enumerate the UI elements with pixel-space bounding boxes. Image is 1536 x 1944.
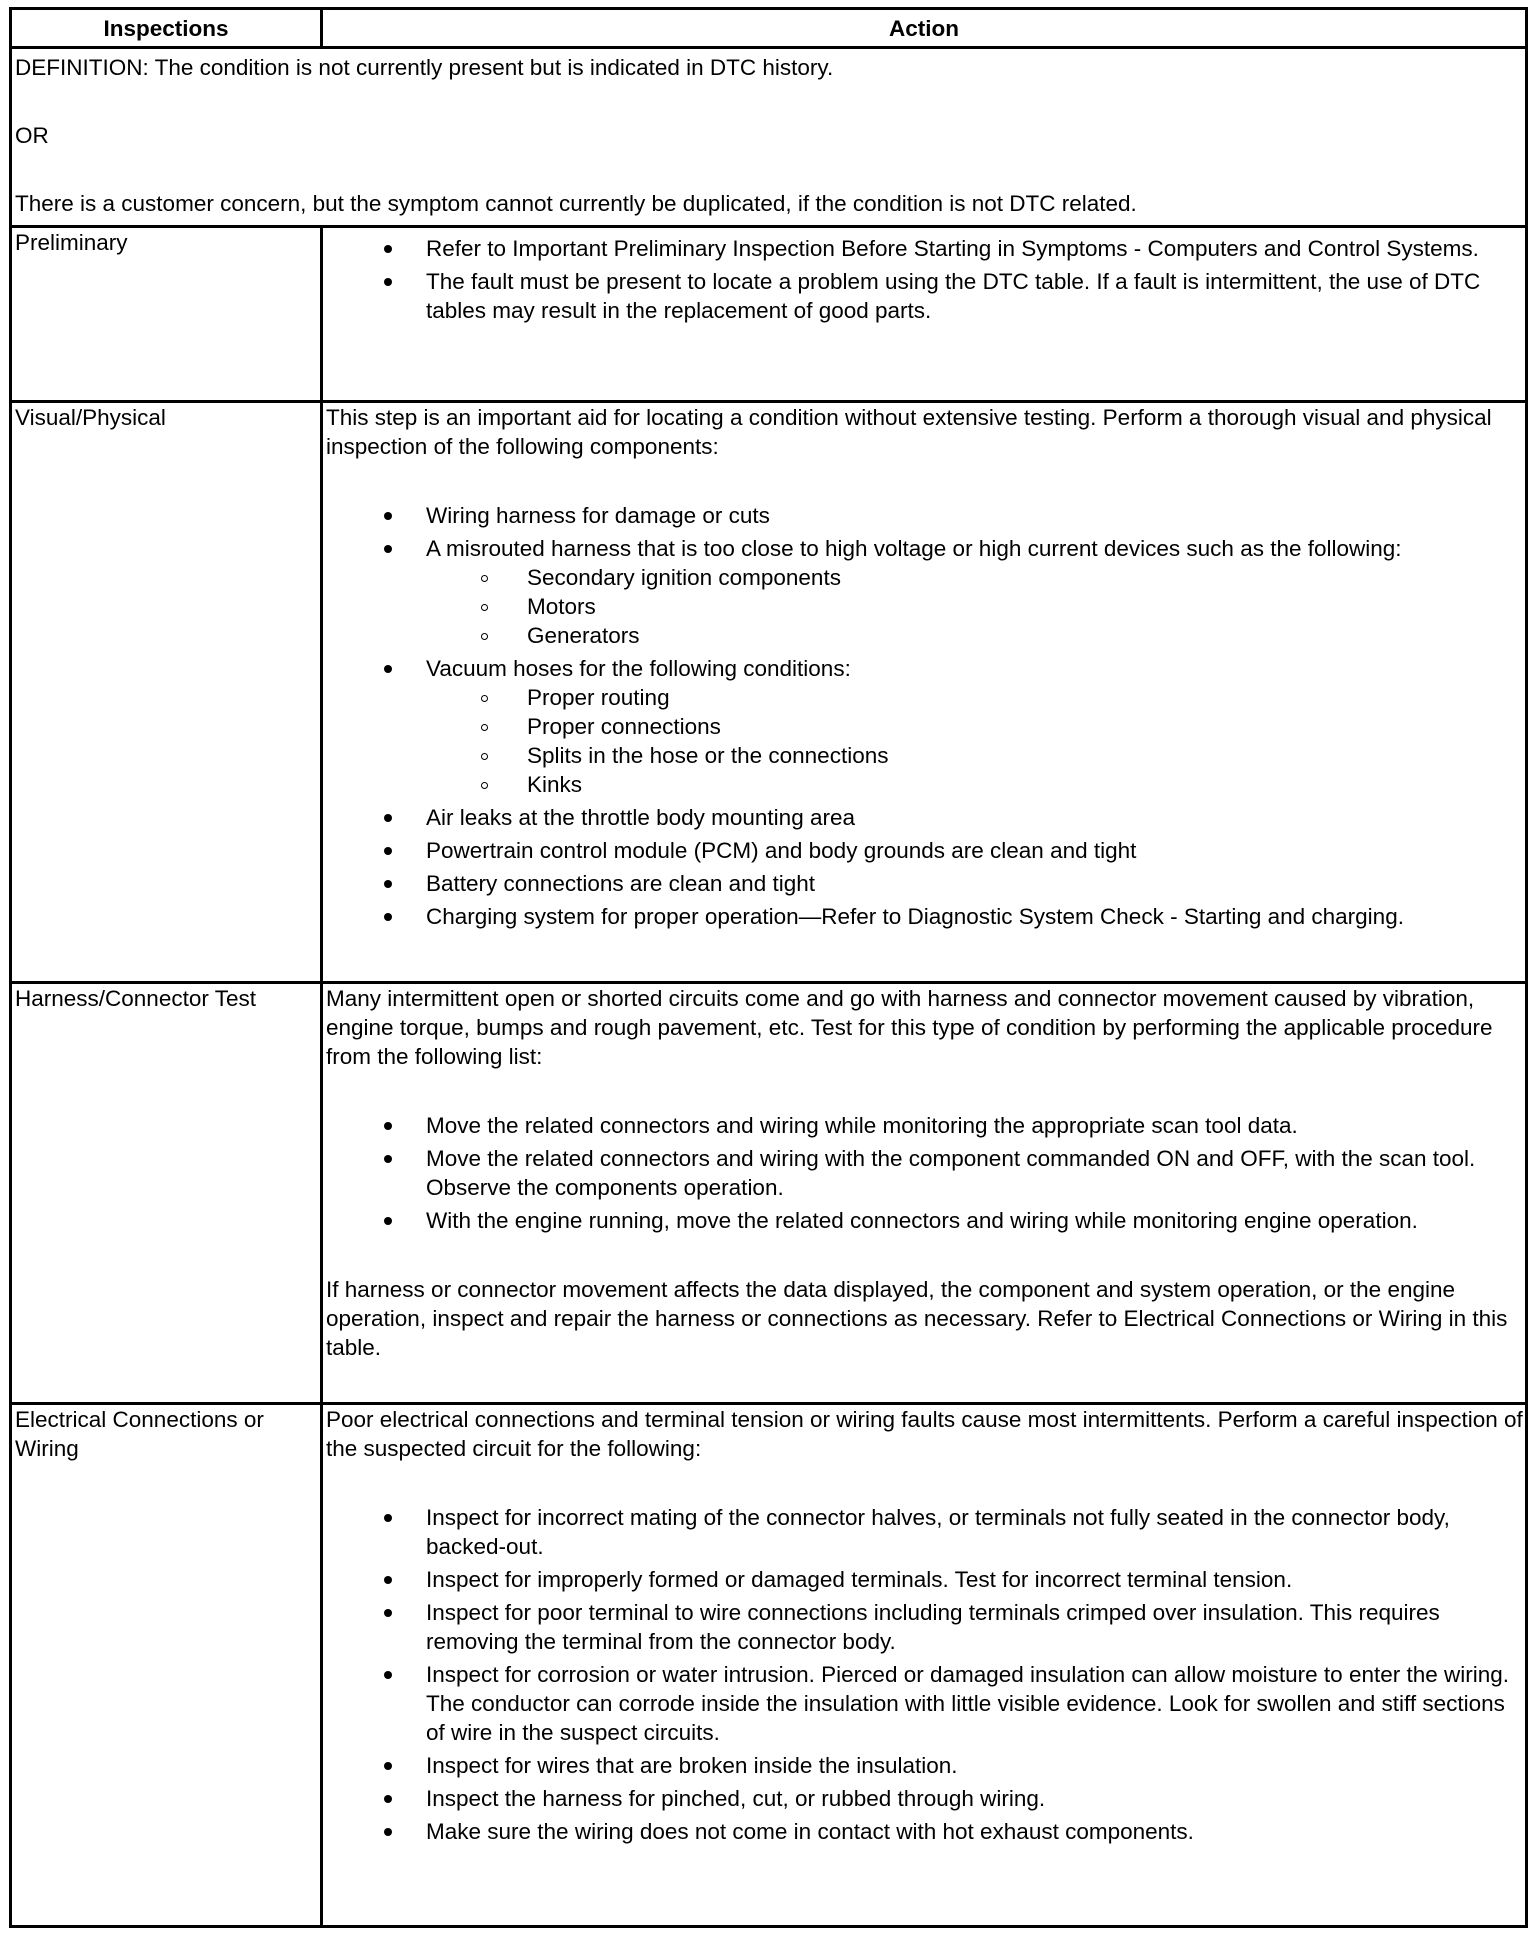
row-visual-physical bbox=[11, 402, 1527, 983]
label-visual-physical: Visual/Physical bbox=[11, 402, 322, 983]
list-item: Inspect for incorrect mating of the connector halves, or terminals not fully seated in the connector body, backed-out. bbox=[426, 1503, 1523, 1561]
list-item: Air leaks at the throttle body mounting area bbox=[426, 803, 1523, 832]
list-item-text: Vacuum hoses for the following conditions: bbox=[426, 656, 851, 681]
header-action: Action bbox=[322, 9, 1527, 48]
harness-list bbox=[326, 1111, 1523, 1235]
list-item: Inspect for poor terminal to wire connections including terminals crimped over insulation. This requires removing the terminal from the connector body. bbox=[426, 1598, 1523, 1656]
action-visual-physical bbox=[322, 402, 1527, 983]
preliminary-list bbox=[326, 234, 1523, 325]
list-item: Move the related connectors and wiring while monitoring the appropriate scan tool data. bbox=[426, 1111, 1523, 1140]
visual-intro: This step is an important aid for locating a condition without extensive testing. Perform a thorough visual and physical inspection of the following components: bbox=[326, 405, 1492, 459]
sub-list-item: Generators bbox=[527, 621, 1523, 650]
list-item bbox=[426, 534, 1523, 650]
label-electrical-connections: Electrical Connections or Wiring bbox=[11, 1404, 322, 1927]
definition-or: OR bbox=[15, 123, 49, 148]
sub-list-item: Proper connections bbox=[527, 712, 1523, 741]
label-preliminary: Preliminary bbox=[11, 227, 322, 402]
list-item: Inspect the harness for pinched, cut, or rubbed through wiring. bbox=[426, 1784, 1523, 1813]
action-harness-connector bbox=[322, 983, 1527, 1404]
list-item: Inspect for corrosion or water intrusion. Pierced or damaged insulation can allow moisture to enter the wiring. The conductor can corrode inside the insulation with little visible evidence. Look for swollen and stiff sections of wire in the suspect circuits. bbox=[426, 1660, 1523, 1747]
list-item: The fault must be present to locate a problem using the DTC table. If a fault is intermittent, the use of DTC tables may result in the replacement of good parts. bbox=[426, 267, 1523, 325]
sub-list-item: Motors bbox=[527, 592, 1523, 621]
electrical-intro: Poor electrical connections and terminal tension or wiring faults cause most intermittents. Perform a careful inspection of the suspected circuit for the following: bbox=[326, 1407, 1523, 1461]
list-item: Inspect for wires that are broken inside the insulation. bbox=[426, 1751, 1523, 1780]
action-electrical-connections bbox=[322, 1404, 1527, 1927]
sub-list bbox=[426, 683, 1523, 799]
visual-list bbox=[326, 501, 1523, 931]
row-electrical-connections bbox=[11, 1404, 1527, 1927]
label-harness-connector: Harness/Connector Test bbox=[11, 983, 322, 1404]
sub-list-item: Splits in the hose or the connections bbox=[527, 741, 1523, 770]
definition-text: DEFINITION: The condition is not currently present but is indicated in DTC history. bbox=[15, 55, 834, 80]
row-preliminary bbox=[11, 227, 1527, 402]
header-inspections: Inspections bbox=[11, 9, 322, 48]
row-harness-connector bbox=[11, 983, 1527, 1404]
harness-conclusion: If harness or connector movement affects the data displayed, the component and system operation, or the engine operation, inspect and repair the harness or connections as necessary. Refer to Electrical Connections or Wiring in this table. bbox=[326, 1277, 1508, 1360]
definition-row bbox=[11, 48, 1527, 227]
list-item: Move the related connectors and wiring with the component commanded ON and OFF, with the scan tool. Observe the components operation. bbox=[426, 1144, 1523, 1202]
electrical-list bbox=[326, 1503, 1523, 1846]
list-item-text: A misrouted harness that is too close to high voltage or high current devices such as the following: bbox=[426, 536, 1402, 561]
list-item bbox=[426, 654, 1523, 799]
definition-cell bbox=[11, 48, 1527, 227]
list-item: Powertrain control module (PCM) and body grounds are clean and tight bbox=[426, 836, 1523, 865]
list-item: Inspect for improperly formed or damaged terminals. Test for incorrect terminal tension. bbox=[426, 1565, 1523, 1594]
action-preliminary bbox=[322, 227, 1527, 402]
sub-list bbox=[426, 563, 1523, 650]
harness-intro: Many intermittent open or shorted circuits come and go with harness and connector movement caused by vibration, engine torque, bumps and rough pavement, etc. Test for this type of condition by performing the applicable procedure from the following list: bbox=[326, 986, 1493, 1069]
inspection-table bbox=[9, 7, 1528, 1928]
list-item: Battery connections are clean and tight bbox=[426, 869, 1523, 898]
list-item: With the engine running, move the related connectors and wiring while monitoring engine operation. bbox=[426, 1206, 1523, 1235]
header-row bbox=[11, 9, 1527, 48]
sub-list-item: Kinks bbox=[527, 770, 1523, 799]
list-item: Wiring harness for damage or cuts bbox=[426, 501, 1523, 530]
sub-list-item: Proper routing bbox=[527, 683, 1523, 712]
sub-list-item: Secondary ignition components bbox=[527, 563, 1523, 592]
list-item: Make sure the wiring does not come in contact with hot exhaust components. bbox=[426, 1817, 1523, 1846]
list-item: Refer to Important Preliminary Inspection Before Starting in Symptoms - Computers and Control Systems. bbox=[426, 234, 1523, 263]
definition-concern: There is a customer concern, but the symptom cannot currently be duplicated, if the condition is not DTC related. bbox=[15, 191, 1137, 216]
list-item: Charging system for proper operation—Refer to Diagnostic System Check - Starting and charging. bbox=[426, 902, 1523, 931]
